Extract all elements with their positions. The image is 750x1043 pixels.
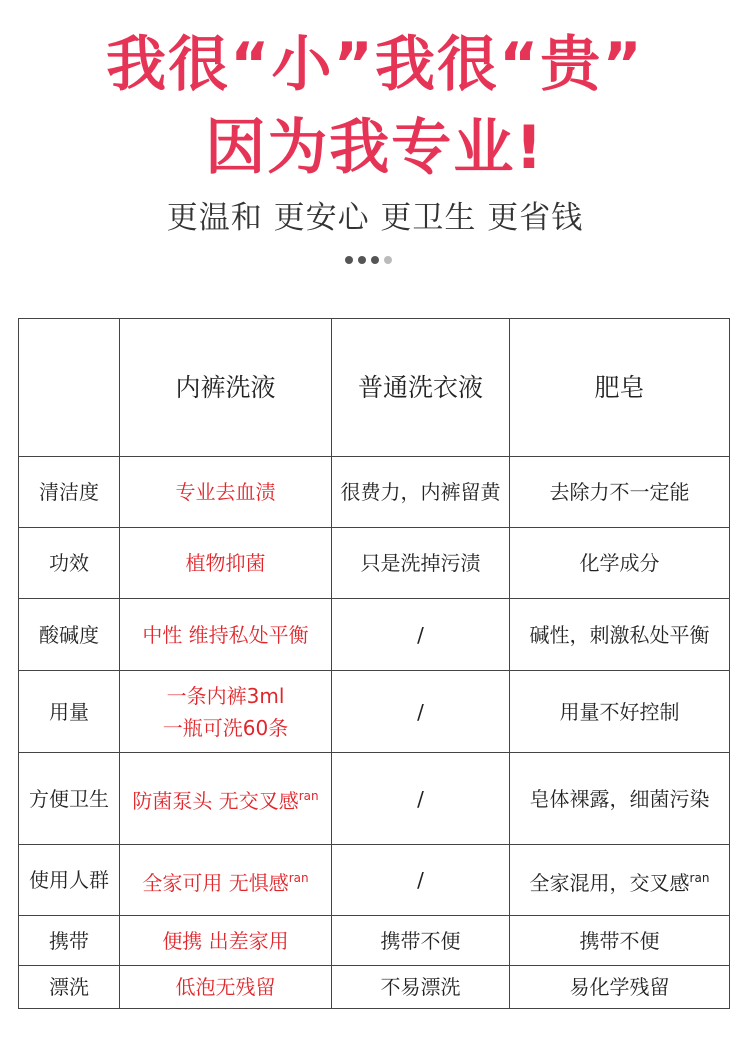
dot [384,256,392,264]
cell-underwear-wash: 便携 出差家用 [120,916,332,966]
cell-underwear-wash [120,845,332,916]
table-row [19,457,730,528]
row-label: 清洁度 [19,457,120,528]
dot [371,256,379,264]
cell-underwear-wash: 植物抑菌 [120,528,332,599]
cell-soap: 皂体裸露，细菌污染 [510,753,730,845]
cell-detergent: / [332,599,510,671]
superscript: ran [288,870,309,885]
table-row [19,966,730,1009]
cell-soap: 携带不便 [510,916,730,966]
cell-text: 全家混用，交叉感 [529,870,690,895]
cell-soap: 易化学残留 [510,966,730,1009]
header-cell-detergent: 普通洗衣液 [332,319,510,457]
cell-detergent: / [332,671,510,753]
cell-underwear-wash: 中性 维持私处平衡 [120,599,332,671]
row-label: 漂洗 [19,966,120,1009]
cell-underwear-wash: 专业去血渍 [120,457,332,528]
cell-text: 防菌泵头 无交叉感 [132,789,299,813]
table-row [19,599,730,671]
header-cell-soap: 肥皂 [510,319,730,457]
cell-line: 一瓶可洗60条 [162,715,289,740]
row-label: 功效 [19,528,120,599]
cell-line: 一条内裤3ml [166,683,285,708]
cell-underwear-wash [120,753,332,845]
comparison-table [18,318,730,1009]
headline-line-1: 我很“小”我很“贵” [106,30,644,100]
cell-soap [510,845,730,916]
row-label: 酸碱度 [19,599,120,671]
table-row [19,845,730,916]
header-cell-empty [19,319,120,457]
row-label: 方便卫生 [19,753,120,845]
row-label: 携带 [19,916,120,966]
cell-soap: 碱性，刺激私处平衡 [510,599,730,671]
cell-detergent: 不易漂洗 [332,966,510,1009]
table-row [19,916,730,966]
superscript: ran [689,870,710,885]
superscript: ran [298,789,319,803]
table-row [19,528,730,599]
cell-detergent: 很费力，内裤留黄 [332,457,510,528]
cell-text: 全家可用 无惧感 [142,870,289,895]
table-row [19,671,730,753]
cell-soap: 用量不好控制 [510,671,730,753]
cell-underwear-wash [120,671,332,753]
cell-soap: 去除力不一定能 [510,457,730,528]
cell-detergent: / [332,845,510,916]
cell-detergent: 只是洗掉污渍 [332,528,510,599]
row-label: 使用人群 [19,845,120,916]
pagination-dots [345,256,392,264]
table-row [19,753,730,845]
header-cell-underwear-wash: 内裤洗液 [120,319,332,457]
headline-line-2: 因为我专业! [205,113,545,183]
cell-underwear-wash: 低泡无残留 [120,966,332,1009]
cell-detergent: 携带不便 [332,916,510,966]
cell-detergent: / [332,753,510,845]
dot [358,256,366,264]
dot [345,256,353,264]
row-label: 用量 [19,671,120,753]
cell-soap: 化学成分 [510,528,730,599]
subtitle: 更温和 更安心 更卫生 更省钱 [166,200,584,236]
table-header-row [19,319,730,457]
